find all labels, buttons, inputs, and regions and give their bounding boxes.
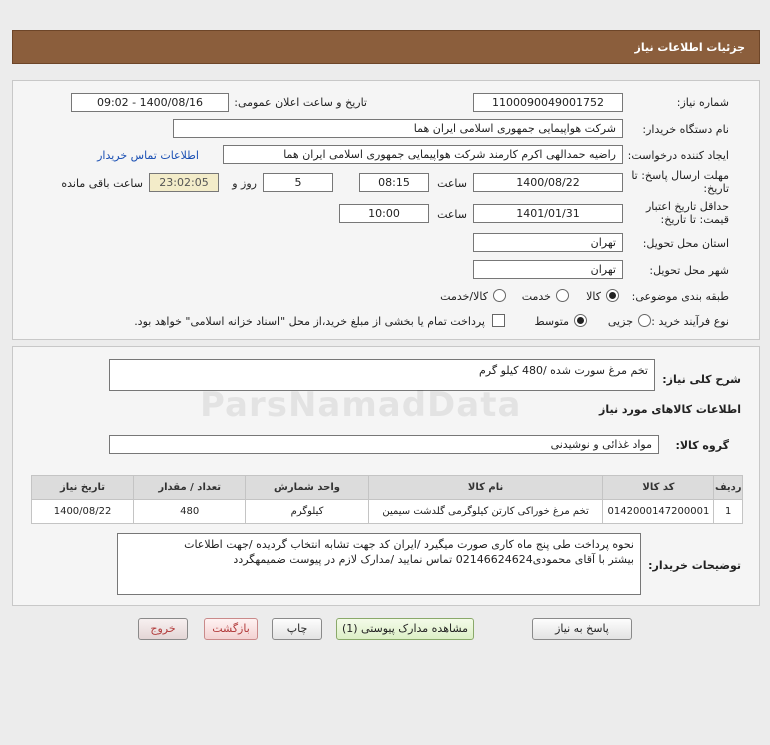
col-name: نام کالا [368, 476, 603, 500]
deadline-time-field: 08:15 [359, 173, 429, 192]
validity-date-field: 1401/01/31 [473, 204, 623, 223]
deadline-label-1: مهلت ارسال پاسخ: تا [631, 169, 729, 182]
validity-label-1: حداقل تاریخ اعتبار [645, 200, 729, 213]
process-minor-radio[interactable] [638, 314, 651, 327]
goods-group-field: مواد غذائی و نوشیدنی [109, 435, 659, 454]
cell-date: 1400/08/22 [32, 500, 134, 524]
announce-field: 1400/08/16 - 09:02 [71, 93, 229, 112]
details-panel [12, 346, 760, 606]
cell-name: تخم مرغ خوراکی کارتن کیلوگرمی گلدشت سیمین [368, 500, 603, 524]
cell-row: 1 [714, 500, 743, 524]
summary-field: تخم مرغ سورت شده /480 کیلو گرم [109, 359, 655, 391]
table-row [32, 500, 743, 524]
announce-label: تاریخ و ساعت اعلان عمومی: [234, 96, 367, 109]
goods-table [31, 475, 743, 524]
need-number-field: 1100090049001752 [473, 93, 623, 112]
days-label: روز و [232, 177, 257, 190]
col-code: کد کالا [603, 476, 714, 500]
validity-time-field: 10:00 [339, 204, 429, 223]
category-service-label: خدمت [521, 290, 551, 303]
deadline-date-field: 1400/08/22 [473, 173, 623, 192]
requester-label: ایجاد کننده درخواست: [627, 149, 729, 162]
summary-label: شرح کلی نیاز: [662, 373, 741, 386]
need-number-label: شماره نیاز: [676, 96, 729, 109]
exit-button[interactable]: خروج [138, 618, 188, 640]
category-goods-label: کالا [586, 290, 601, 303]
validity-time-label: ساعت [437, 208, 467, 221]
category-both-label: کالا/خدمت [440, 290, 488, 303]
buyer-org-field: شرکت هواپیمایی جمهوری اسلامی ایران هما [173, 119, 623, 138]
buyer-notes-label: توضیحات خریدار: [648, 559, 741, 572]
deadline-label-2: تاریخ: [703, 182, 729, 195]
print-button[interactable]: چاپ [272, 618, 322, 640]
city-field: تهران [473, 260, 623, 279]
remaining-label: ساعت باقی مانده [61, 177, 143, 190]
process-medium-label: متوسط [534, 315, 569, 328]
days-field: 5 [263, 173, 333, 192]
process-medium-radio[interactable] [574, 314, 587, 327]
process-minor-label: جزیی [607, 315, 633, 328]
cell-code: 0142000147200001 [603, 500, 714, 524]
buyer-notes-line-2: بیشتر با آقای محمودی02146624624 تماس نمایید /مدارک لازم در پیوست ضمیمهگردد [233, 553, 634, 566]
page-header [12, 30, 760, 64]
goods-info-title: اطلاعات کالاهای مورد نیاز [599, 403, 741, 416]
buyer-contact-link[interactable]: اطلاعات تماس خریدار [97, 149, 199, 162]
deadline-time-label: ساعت [437, 177, 467, 190]
buyer-org-label: نام دستگاه خریدار: [642, 123, 729, 136]
back-button[interactable]: بازگشت [204, 618, 258, 640]
validity-label-2: قیمت: تا تاریخ: [660, 213, 729, 226]
col-qty: تعداد / مقدار [134, 476, 246, 500]
requester-field: راضیه حمدالهی اکرم کارمند شرکت هواپیمایی جمهوری اسلامی ایران هما [223, 145, 623, 164]
attachments-button[interactable]: مشاهده مدارک پیوستی (1) [336, 618, 474, 640]
col-date: تاریخ نیاز [32, 476, 134, 500]
cell-unit: کیلوگرم [246, 500, 368, 524]
col-row: ردیف [714, 476, 743, 500]
buyer-notes-field [117, 533, 641, 595]
province-label: استان محل تحویل: [642, 237, 729, 250]
category-both-radio[interactable] [493, 289, 506, 302]
goods-group-label: گروه کالا: [675, 439, 729, 452]
cell-qty: 480 [134, 500, 246, 524]
treasury-checkbox[interactable] [492, 314, 505, 327]
category-label: طبقه بندی موضوعی: [631, 290, 729, 303]
process-label: نوع فرآیند خرید : [651, 315, 729, 328]
col-unit: واحد شمارش [246, 476, 368, 500]
treasury-note: پرداخت تمام یا بخشی از مبلغ خرید،از محل "اسناد خزانه اسلامی" خواهد بود. [134, 315, 485, 328]
remaining-timer: 23:02:05 [149, 173, 219, 192]
respond-button[interactable]: پاسخ به نیاز [532, 618, 632, 640]
buyer-notes-line-1: نحوه پرداخت طی پنج ماه کاری صورت میگیرد /ایران کد جهت تشابه انتخاب گردیده /جهت اطلاعات [184, 538, 634, 551]
category-service-radio[interactable] [556, 289, 569, 302]
city-label: شهر محل تحویل: [649, 264, 729, 277]
category-goods-radio[interactable] [606, 289, 619, 302]
general-info-panel [12, 80, 760, 340]
page-title: جزئیات اطلاعات نیاز [634, 41, 745, 54]
province-field: تهران [473, 233, 623, 252]
